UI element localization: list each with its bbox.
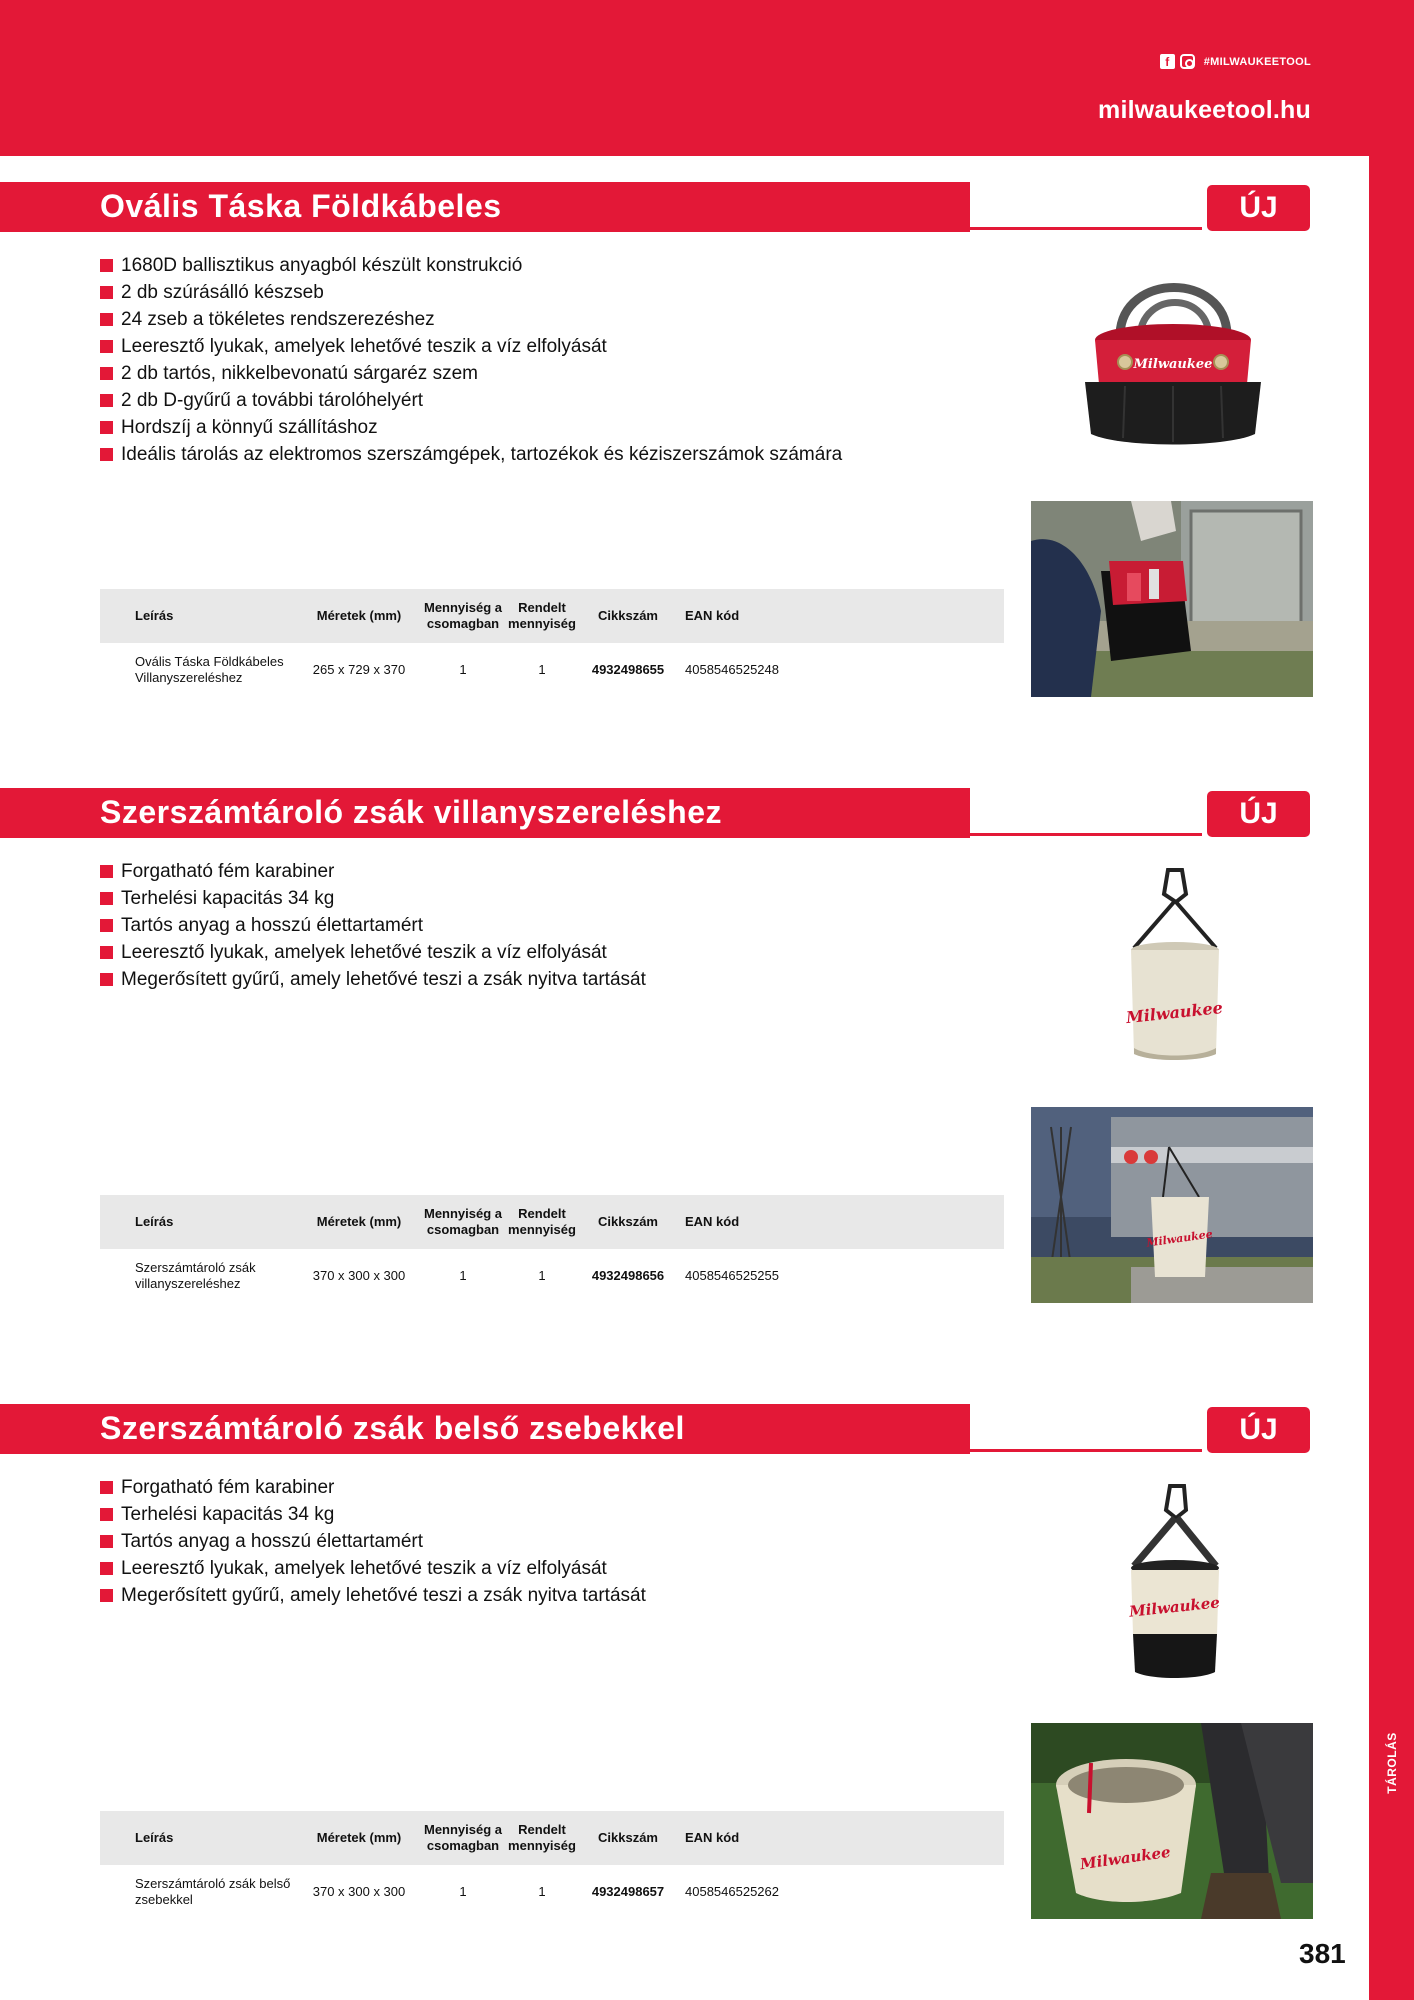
row-order-qty: 1 bbox=[538, 1268, 546, 1283]
header-order-qty-l1: Rendelt bbox=[518, 1206, 566, 1221]
feature-item bbox=[100, 858, 646, 885]
feature-text: Ideális tárolás az elektromos szerszámgépek, tartozékok és kéziszerszámok számára bbox=[121, 444, 843, 465]
row-order-qty: 1 bbox=[538, 662, 546, 677]
row-desc-l2: zsebekkel bbox=[135, 1892, 193, 1907]
product-title-bar bbox=[0, 788, 970, 838]
product-title-bar bbox=[0, 1404, 970, 1454]
header-description: Leírás bbox=[135, 1830, 174, 1845]
feature-item bbox=[100, 306, 842, 333]
product-title: Ovális Táska Földkábeles bbox=[100, 188, 502, 224]
row-description bbox=[135, 1865, 305, 1919]
bullet-square-icon bbox=[100, 919, 113, 932]
header-pack-qty bbox=[418, 1811, 508, 1865]
bullet-square-icon bbox=[100, 1589, 113, 1602]
product-title-bar bbox=[0, 182, 970, 232]
title-underline bbox=[970, 833, 1202, 836]
row-ean: 4058546525262 bbox=[685, 1884, 779, 1899]
bullet-square-icon bbox=[100, 313, 113, 326]
feature-item bbox=[100, 1555, 646, 1582]
feature-item bbox=[100, 966, 646, 993]
product-section-2 bbox=[0, 788, 1369, 1308]
feature-item bbox=[100, 912, 646, 939]
spec-table-header bbox=[100, 1195, 1004, 1249]
header-order-qty bbox=[502, 1811, 582, 1865]
feature-list bbox=[100, 252, 842, 468]
header-description: Leírás bbox=[135, 608, 174, 623]
oval-bag-image bbox=[1075, 262, 1270, 452]
feature-text: Megerősített gyűrű, amely lehetővé teszi a zsák nyitva tartását bbox=[121, 969, 646, 990]
header-dimensions: Méretek (mm) bbox=[316, 1214, 402, 1229]
header-pack-qty-l2: csomagban bbox=[426, 616, 500, 631]
title-underline bbox=[970, 227, 1202, 230]
feature-text: Tartós anyag a hosszú élettartamért bbox=[121, 915, 424, 936]
feature-item bbox=[100, 1528, 646, 1555]
feature-text: Leeresztő lyukak, amelyek lehetővé teszik a víz elfolyását bbox=[121, 1558, 607, 1579]
header-order-qty-l1: Rendelt bbox=[518, 1822, 566, 1837]
bucket-bag-pockets-lifestyle-photo bbox=[1031, 1723, 1313, 1919]
row-description bbox=[135, 1249, 305, 1303]
svg-text:Milwaukee: Milwaukee bbox=[1078, 1842, 1172, 1874]
row-desc-l2: villanyszereléshez bbox=[135, 1276, 241, 1291]
feature-item bbox=[100, 360, 842, 387]
bullet-square-icon bbox=[100, 946, 113, 959]
side-category-text: TÁROLÁS bbox=[1385, 1732, 1399, 1794]
product-section-1 bbox=[0, 182, 1369, 702]
new-badge: ÚJ bbox=[1207, 791, 1310, 837]
feature-text: Terhelési kapacitás 34 kg bbox=[121, 888, 335, 909]
header-pack-qty-l1: Mennyiség a bbox=[423, 1206, 503, 1221]
new-badge: ÚJ bbox=[1207, 1407, 1310, 1453]
row-article-no: 4932498655 bbox=[591, 662, 665, 677]
row-desc-l1: Ovális Táska Földkábeles bbox=[135, 654, 284, 669]
bullet-square-icon bbox=[100, 1481, 113, 1494]
row-pack-qty: 1 bbox=[459, 662, 467, 677]
spec-table-header bbox=[100, 1811, 1004, 1865]
bullet-square-icon bbox=[100, 259, 113, 272]
feature-item bbox=[100, 279, 842, 306]
bullet-square-icon bbox=[100, 892, 113, 905]
header-article-no: Cikkszám bbox=[598, 1214, 658, 1229]
feature-text: Forgatható fém karabiner bbox=[121, 861, 335, 882]
header-ean: EAN kód bbox=[685, 608, 740, 623]
table-row bbox=[100, 1249, 1004, 1303]
bucket-bag-pockets-image bbox=[1120, 1484, 1230, 1684]
row-desc-l2: Villanyszereléshez bbox=[135, 670, 243, 685]
instagram-icon[interactable] bbox=[1180, 54, 1195, 69]
feature-list bbox=[100, 1474, 646, 1609]
feature-text: Leeresztő lyukak, amelyek lehetővé teszik a víz elfolyását bbox=[121, 942, 607, 963]
feature-text: Forgatható fém karabiner bbox=[121, 1477, 335, 1498]
spec-table bbox=[100, 1195, 1004, 1303]
feature-item bbox=[100, 1474, 646, 1501]
row-article-no: 4932498656 bbox=[591, 1268, 665, 1283]
svg-text:Milwaukee: Milwaukee bbox=[1145, 1227, 1214, 1250]
table-row bbox=[100, 1865, 1004, 1919]
product-title: Szerszámtároló zsák belső zsebekkel bbox=[100, 1410, 685, 1446]
row-desc-l1: Szerszámtároló zsák bbox=[135, 1260, 256, 1275]
bullet-square-icon bbox=[100, 421, 113, 434]
svg-text:Milwaukee: Milwaukee bbox=[1125, 998, 1224, 1028]
oval-bag-lifestyle-photo bbox=[1031, 501, 1313, 697]
row-desc-l1: Szerszámtároló zsák belső bbox=[135, 1876, 291, 1891]
feature-text: 1680D ballisztikus anyagból készült konstrukció bbox=[121, 255, 523, 276]
feature-text: Leeresztő lyukak, amelyek lehetővé teszik a víz elfolyását bbox=[121, 336, 607, 357]
bullet-square-icon bbox=[100, 1562, 113, 1575]
feature-item bbox=[100, 1501, 646, 1528]
feature-item bbox=[100, 387, 842, 414]
bullet-square-icon bbox=[100, 286, 113, 299]
feature-item bbox=[100, 252, 842, 279]
row-order-qty: 1 bbox=[538, 1884, 546, 1899]
header-pack-qty-l2: csomagban bbox=[426, 1838, 500, 1853]
title-underline bbox=[970, 1449, 1202, 1452]
bullet-square-icon bbox=[100, 367, 113, 380]
feature-item bbox=[100, 414, 842, 441]
svg-text:Milwaukee: Milwaukee bbox=[1133, 357, 1213, 372]
header-article-no: Cikkszám bbox=[598, 1830, 658, 1845]
row-description bbox=[135, 643, 305, 697]
facebook-icon[interactable]: f bbox=[1160, 54, 1175, 69]
feature-text: Hordszíj a könnyű szállításhoz bbox=[121, 417, 378, 438]
page-header bbox=[0, 0, 1414, 156]
header-pack-qty-l1: Mennyiség a bbox=[423, 1822, 503, 1837]
header-order-qty-l2: mennyiség bbox=[508, 1222, 576, 1237]
feature-text: 24 zseb a tökéletes rendszerezéshez bbox=[121, 309, 435, 330]
header-dimensions: Méretek (mm) bbox=[316, 608, 402, 623]
feature-text: 2 db tartós, nikkelbevonatú sárgaréz szem bbox=[121, 363, 478, 384]
feature-item bbox=[100, 1582, 646, 1609]
header-order-qty bbox=[502, 1195, 582, 1249]
row-ean: 4058546525248 bbox=[685, 662, 779, 677]
feature-text: Megerősített gyűrű, amely lehetővé teszi a zsák nyitva tartását bbox=[121, 1585, 646, 1606]
bullet-square-icon bbox=[100, 340, 113, 353]
table-row bbox=[100, 643, 1004, 697]
bullet-square-icon bbox=[100, 1508, 113, 1521]
row-dimensions: 370 x 300 x 300 bbox=[312, 1884, 406, 1899]
header-ean: EAN kód bbox=[685, 1830, 740, 1845]
spec-table bbox=[100, 1811, 1004, 1919]
side-strip bbox=[1369, 156, 1414, 2000]
row-ean: 4058546525255 bbox=[685, 1268, 779, 1283]
product-title: Szerszámtároló zsák villanyszereléshez bbox=[100, 794, 722, 830]
bullet-square-icon bbox=[100, 973, 113, 986]
feature-item bbox=[100, 939, 646, 966]
feature-item bbox=[100, 441, 842, 468]
header-order-qty-l1: Rendelt bbox=[518, 600, 566, 615]
header-pack-qty-l1: Mennyiség a bbox=[423, 600, 503, 615]
bullet-square-icon bbox=[100, 1535, 113, 1548]
row-article-no: 4932498657 bbox=[591, 1884, 665, 1899]
page-number: 381 bbox=[1299, 1938, 1346, 1969]
header-order-qty bbox=[502, 589, 582, 643]
header-ean: EAN kód bbox=[685, 1214, 740, 1229]
bullet-square-icon bbox=[100, 865, 113, 878]
feature-text: Terhelési kapacitás 34 kg bbox=[121, 1504, 335, 1525]
bullet-square-icon bbox=[100, 394, 113, 407]
row-pack-qty: 1 bbox=[459, 1884, 467, 1899]
spec-table-header bbox=[100, 589, 1004, 643]
hashtag: #MILWAUKEETOOL bbox=[1203, 55, 1311, 68]
feature-text: Tartós anyag a hosszú élettartamért bbox=[121, 1531, 424, 1552]
feature-item bbox=[100, 333, 842, 360]
product-section-3 bbox=[0, 1404, 1369, 1924]
row-dimensions: 370 x 300 x 300 bbox=[312, 1268, 406, 1283]
bucket-bag-lifestyle-photo bbox=[1031, 1107, 1313, 1303]
header-article-no: Cikkszám bbox=[598, 608, 658, 623]
header-order-qty-l2: mennyiség bbox=[508, 616, 576, 631]
header-dimensions: Méretek (mm) bbox=[316, 1830, 402, 1845]
bullet-square-icon bbox=[100, 448, 113, 461]
header-description: Leírás bbox=[135, 1214, 174, 1229]
feature-text: 2 db szúrásálló készseb bbox=[121, 282, 324, 303]
side-category-label bbox=[1385, 1728, 1399, 1798]
row-pack-qty: 1 bbox=[459, 1268, 467, 1283]
header-pack-qty bbox=[418, 589, 508, 643]
header-pack-qty bbox=[418, 1195, 508, 1249]
social-links bbox=[1160, 54, 1311, 69]
row-dimensions: 265 x 729 x 370 bbox=[312, 662, 406, 677]
header-pack-qty-l2: csomagban bbox=[426, 1222, 500, 1237]
bucket-bag-image bbox=[1120, 868, 1230, 1068]
feature-list bbox=[100, 858, 646, 993]
feature-item bbox=[100, 885, 646, 912]
new-badge: ÚJ bbox=[1207, 185, 1310, 231]
header-order-qty-l2: mennyiség bbox=[508, 1838, 576, 1853]
spec-table bbox=[100, 589, 1004, 697]
site-url[interactable]: milwaukeetool.hu bbox=[1098, 96, 1311, 124]
svg-text:Milwaukee: Milwaukee bbox=[1128, 1593, 1221, 1621]
feature-text: 2 db D-gyűrű a további tárolóhelyért bbox=[121, 390, 424, 411]
